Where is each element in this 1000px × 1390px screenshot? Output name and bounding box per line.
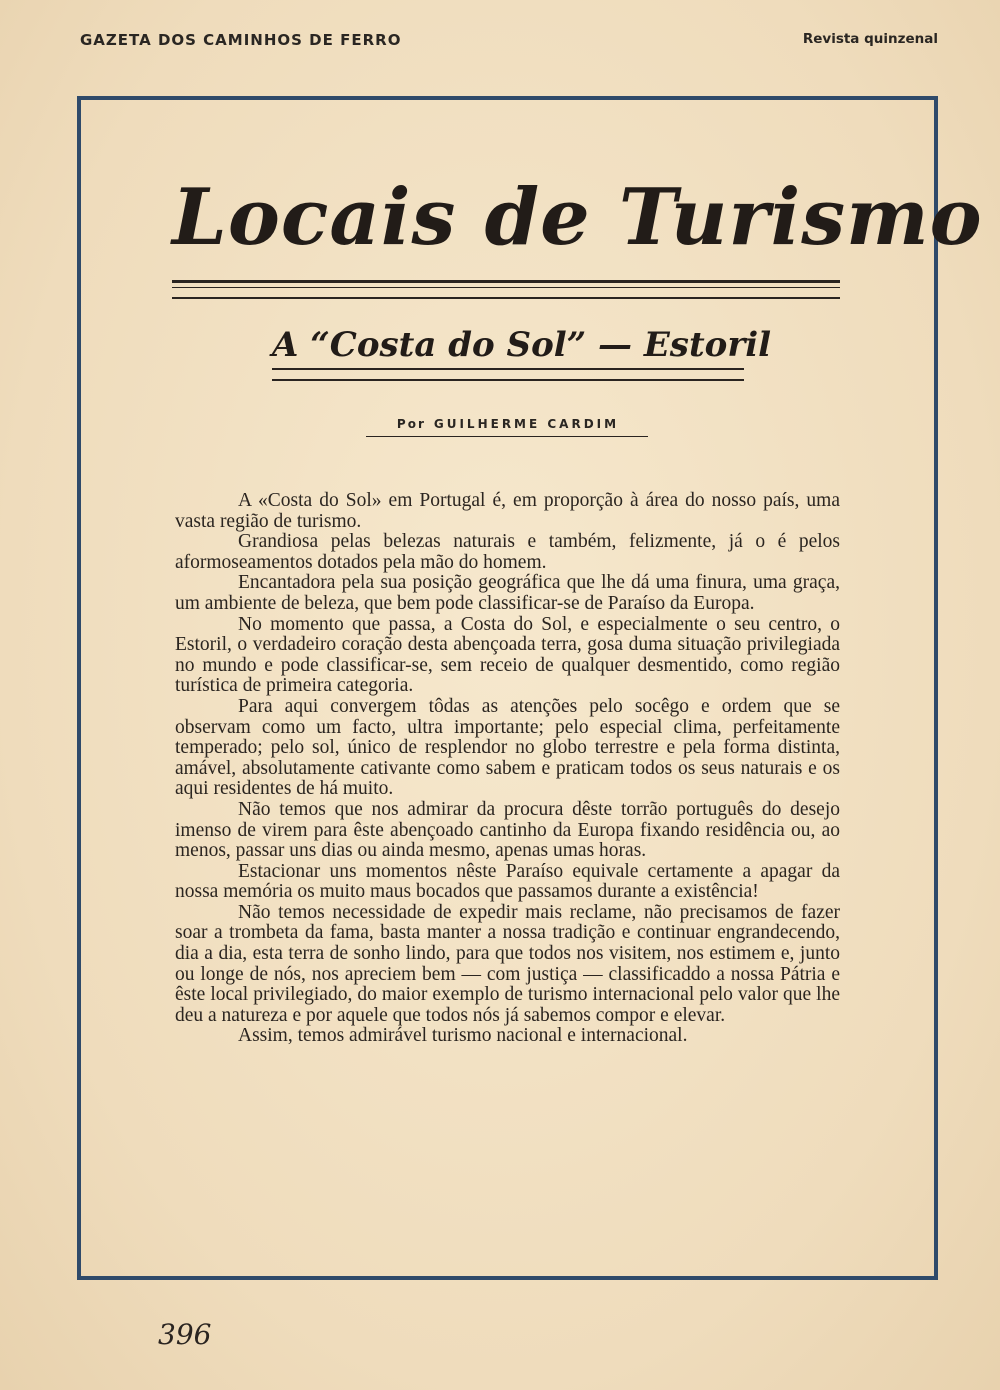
page-number: 396 <box>158 1318 212 1351</box>
byline-author: GUILHERME CARDIM <box>433 417 620 431</box>
byline-prefix: Por <box>396 417 426 431</box>
paragraph: Estacionar uns momentos nêste Paraíso equivale certamente a apagar da nossa memória os muito maus bocados que passamos durante a existência! <box>175 860 840 903</box>
article-body <box>175 491 840 1047</box>
paragraph: Não temos necessidade de expedir mais reclame, não precisamos de fazer soar a trombeta da fama, basta manter a nossa tradição e continuar engrandecendo, dia a dia, esta terra de sonho lindo, para que todos nos visitem, nos estimem e, junto ou longe de nós, nos apreciem bem — com justiça — classificaddo a nossa Pátria e êste local privilegiado, do maior exemplo de turismo internacional pelo valor que lhe deu a natureza e por aquele que todos nós já sabemos compor e elevar. <box>175 901 840 1026</box>
article-title: Locais de Turismo <box>172 172 983 263</box>
paragraph: No momento que passa, a Costa do Sol, e especialmente o seu centro, o Estoril, o verdadeiro coração desta abençoada terra, gosa duma situação privilegiada no mundo e pode classificar-se, sem receio de qualquer desmentido, como região turística de primeira categoria. <box>175 613 840 697</box>
title-underline <box>172 280 840 299</box>
subtitle-underline <box>272 368 744 381</box>
paragraph: A «Costa do Sol» em Portugal é, em proporção à área do nosso país, uma vasta região de turismo. <box>175 490 840 532</box>
byline-underline <box>366 436 648 437</box>
publication-frequency: Revista quinzenal <box>802 31 938 47</box>
paragraph: Grandiosa pelas belezas naturais e também, felizmente, já o é pelos aformoseamentos dotados pela mão do homem. <box>175 531 840 573</box>
paragraph: Não temos que nos admirar da procura dêste torrão português do desejo imenso de virem para êste abençoado cantinho da Europa fixando residência ou, ao menos, passar uns dias ou ainda mesmo, apenas umas horas. <box>175 798 840 862</box>
publication-name: GAZETA DOS CAMINHOS DE FERRO <box>80 31 402 49</box>
byline <box>360 417 656 431</box>
paragraph: Para aqui convergem tôdas as atenções pelo socêgo e ordem que se observam como um facto, ultra importante; pelo especial clima, perfeitamente temperado; pelo sol, único de resplendor no globo terrestre e pela forma distinta, amável, absolutamente cativante como sabem e praticam todos os seus naturais e os aqui residentes de há muito. <box>175 695 840 800</box>
article-subtitle: A “Costa do Sol” — Estoril <box>272 325 772 365</box>
paragraph: Assim, temos admirável turismo nacional e internacional. <box>238 1025 688 1047</box>
paragraph: Encantadora pela sua posição geográfica que lhe dá uma finura, uma graça, um ambiente de beleza, que bem pode classificar-se de Paraíso da Europa. <box>175 572 840 614</box>
